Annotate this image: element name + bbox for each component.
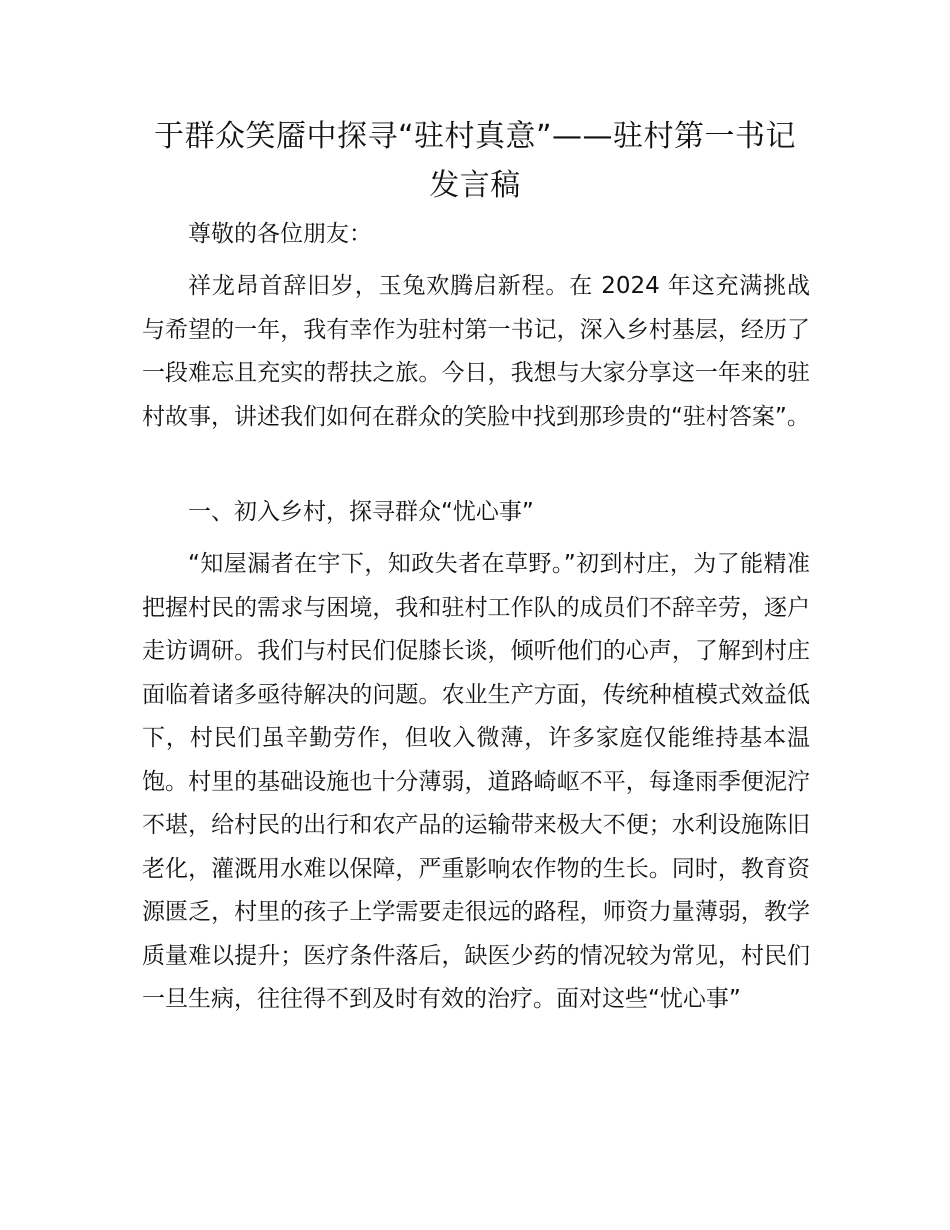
intro-paragraph: 祥龙昂首辞旧岁，玉兔欢腾启新程。在 2024 年这充满挑战与希望的一年，我有幸作为驻村第一书记，深入乡村基层，经历了一段难忘且充实的帮扶之旅。今日，我想与大家分享这一年来的驻村故事，讲述我们如何在群众的笑脸中找到那珍贵的“驻村答案”。 bbox=[142, 273, 810, 430]
greeting-paragraph: 尊敬的各位朋友： bbox=[188, 221, 372, 247]
section-1-body: “知屋漏者在宇下，知政失者在草野。”初到村庄，为了能精准把握村民的需求与困境，我和驻村工作队的成员们不辞辛劳，逐户走访调研。我们与村民们促膝长谈，倾听他们的心声，了解到村庄面临着诸多亟待解决的问题。农业生产方面，传统种植模式效益低下，村民们虽辛勤劳作，但收入微薄，许多家庭仅能维持基本温饱。村里的基础设施也十分薄弱，道路崎岖不平，每逢雨季便泥泞不堪，给村民的出行和农产品的运输带来极大不便；水利设施陈旧老化，灌溉用水难以保障，严重影响农作物的生长。同时，教育资源匮乏，村里的孩子上学需要走很远的路程，师资力量薄弱，教学质量难以提升；医疗条件落后，缺医少药的情况较为常见，村民们一旦生病，往往得不到及时有效的治疗。面对这些“忧心事” bbox=[142, 551, 810, 1012]
section-1-heading: 一、初入乡村，探寻群众“忧心事” bbox=[188, 499, 534, 525]
document-title: 于群众笑靥中探寻“驻村真意”——驻村第一书记发言稿 bbox=[153, 119, 797, 203]
